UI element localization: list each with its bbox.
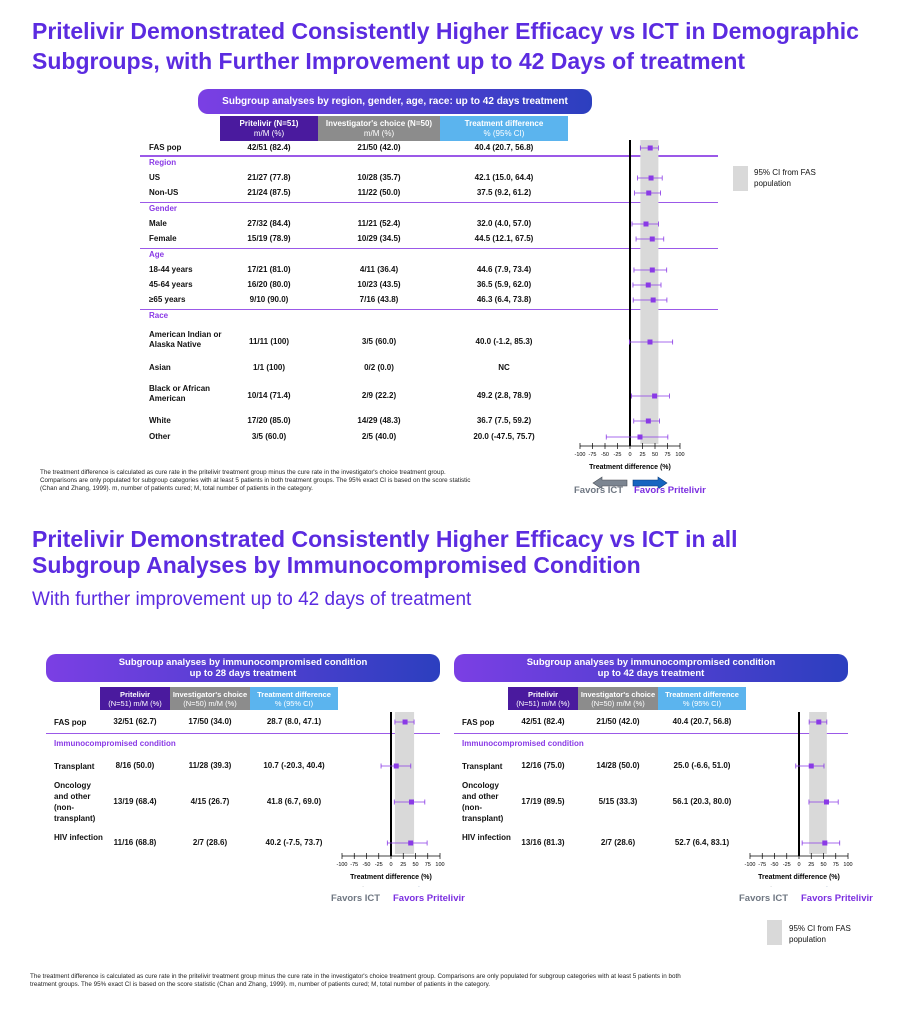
row-label: ≥65 years bbox=[149, 295, 186, 304]
cell-pritelivir: 13/19 (68.4) bbox=[113, 797, 157, 806]
section-label-gender: Gender bbox=[149, 204, 178, 213]
table-row bbox=[149, 363, 569, 373]
section2-title-line-1: Pritelivir Demonstrated Consistently Higher Efficacy vs ICT in all bbox=[32, 526, 738, 552]
cell-treatment-diff: 42.1 (15.0, 64.4) bbox=[474, 173, 534, 182]
point-estimate bbox=[646, 191, 651, 196]
cell-pritelivir: 27/32 (84.4) bbox=[247, 219, 291, 228]
cell-treatment-diff: 20.0 (-47.5, 75.7) bbox=[473, 432, 535, 441]
row-label: US bbox=[149, 173, 161, 182]
favors-ict-label: Favors ICT bbox=[331, 893, 381, 904]
header-pritelivir bbox=[508, 687, 578, 710]
point-estimate bbox=[824, 800, 829, 805]
cell-pritelivir: 1/1 (100) bbox=[252, 363, 286, 372]
section2-title-line-2: Subgroup Analyses by Immunocompromised Condition bbox=[32, 552, 641, 578]
cell-treatment-diff: 28.7 (8.0, 47.1) bbox=[266, 717, 322, 726]
row-label: Male bbox=[149, 219, 167, 228]
section-label-age: Age bbox=[149, 250, 165, 259]
x-tick-label: 0 bbox=[389, 862, 393, 868]
row-label: Female bbox=[149, 234, 177, 243]
row-label: American Indian or Alaska Native bbox=[149, 330, 222, 349]
cell-pritelivir: 15/19 (78.9) bbox=[247, 234, 291, 243]
x-tick-label: -50 bbox=[601, 452, 609, 458]
cell-investigator: 10/28 (35.7) bbox=[357, 173, 401, 182]
row-label: Transplant bbox=[462, 762, 503, 771]
table-row bbox=[149, 432, 569, 442]
table-row bbox=[462, 780, 752, 824]
row-label: FAS pop bbox=[149, 143, 182, 152]
cell-investigator: 11/28 (39.3) bbox=[188, 761, 232, 770]
row-label: Oncology and other (non-transplant) bbox=[462, 781, 504, 823]
row-label: 18-44 years bbox=[149, 265, 193, 274]
cell-pritelivir: 13/16 (81.3) bbox=[521, 838, 565, 847]
x-tick-label: 50 bbox=[412, 862, 419, 868]
table-row bbox=[149, 173, 569, 183]
row-label: Asian bbox=[149, 363, 171, 372]
cell-pritelivir: 16/20 (80.0) bbox=[247, 280, 291, 289]
x-axis-label: Treatment difference (%) bbox=[350, 874, 432, 881]
section2-title bbox=[32, 526, 872, 578]
point-estimate bbox=[809, 764, 814, 769]
cell-pritelivir: 42/51 (82.4) bbox=[247, 143, 291, 152]
header-treatment-diff-line2: % (95% CI) bbox=[483, 128, 525, 138]
subgroup-banner: Subgroup analyses by region, gender, age, race: up to 42 days treatment bbox=[198, 89, 592, 114]
x-tick-label: 75 bbox=[832, 862, 839, 868]
panel-right-banner-line1: Subgroup analyses by immunocompromised condition bbox=[526, 657, 776, 668]
cell-investigator: 14/28 (50.0) bbox=[596, 761, 640, 770]
cell-investigator: 2/7 (28.6) bbox=[600, 838, 636, 847]
table-row bbox=[149, 234, 569, 244]
header-treatment-diff bbox=[440, 116, 568, 141]
header-pritelivir-line1: Pritelivir bbox=[527, 689, 558, 699]
point-estimate bbox=[644, 222, 649, 227]
row-label: Non-US bbox=[149, 188, 179, 197]
header-investigator-line1: Investigator's choice bbox=[580, 689, 656, 699]
point-estimate bbox=[816, 720, 821, 725]
section2-subtitle: With further improvement up to 42 days of treatment bbox=[32, 589, 472, 610]
legend-label-1: 95% CI from FAS population bbox=[754, 168, 816, 188]
panel-left-banner bbox=[46, 654, 440, 682]
header-pritelivir-line2: (N=51) m/M (%) bbox=[516, 698, 570, 708]
title-line-1: Pritelivir Demonstrated Consistently Higher Efficacy vs ICT in Demographic bbox=[32, 18, 859, 44]
header-investigator bbox=[578, 687, 658, 710]
cell-pritelivir: 21/27 (77.8) bbox=[247, 173, 291, 182]
cell-treatment-diff: 56.1 (20.3, 80.0) bbox=[672, 797, 732, 806]
point-estimate bbox=[648, 340, 653, 345]
section-label-immunocompromised: Immunocompromised condition bbox=[462, 739, 584, 748]
cell-investigator: 3/5 (60.0) bbox=[361, 337, 397, 346]
point-estimate bbox=[409, 800, 414, 805]
title-line-2: Subgroups, with Further Improvement up to 42 Days of treatment bbox=[32, 48, 746, 74]
cell-investigator: 7/16 (43.8) bbox=[359, 295, 399, 304]
cell-investigator: 14/29 (48.3) bbox=[357, 416, 401, 425]
cell-investigator: 2/9 (22.2) bbox=[361, 391, 397, 400]
table-row bbox=[149, 219, 569, 229]
cell-investigator: 2/7 (28.6) bbox=[192, 838, 228, 847]
cell-pritelivir: 3/5 (60.0) bbox=[251, 432, 287, 441]
x-tick-label: 0 bbox=[797, 862, 801, 868]
favors-pritelivir-label-1: Favors Pritelivir bbox=[634, 485, 706, 496]
header-treatment-diff bbox=[658, 687, 746, 710]
cell-pritelivir: 42/51 (82.4) bbox=[521, 717, 565, 726]
x-tick-label: 0 bbox=[628, 452, 632, 458]
x-axis-label: Treatment difference (%) bbox=[589, 464, 671, 471]
x-tick-label: -25 bbox=[782, 862, 791, 868]
cell-treatment-diff: 25.0 (-6.6, 51.0) bbox=[673, 761, 731, 770]
header-investigator bbox=[318, 116, 440, 141]
cell-investigator: 4/11 (36.4) bbox=[359, 265, 399, 274]
table-row bbox=[149, 265, 569, 275]
header-pritelivir-line1: Pritelivir (N=51) bbox=[239, 118, 299, 128]
cell-investigator: 21/50 (42.0) bbox=[357, 143, 401, 152]
table-row bbox=[149, 330, 569, 354]
x-tick-label: 50 bbox=[820, 862, 827, 868]
x-tick-label: -100 bbox=[574, 452, 586, 458]
row-label: HIV infection bbox=[54, 833, 103, 842]
x-tick-label: 75 bbox=[424, 862, 431, 868]
panel-left-banner-line2: up to 28 days treatment bbox=[189, 668, 297, 679]
header-investigator-line2: (N=50) m/M (%) bbox=[591, 698, 645, 708]
cell-treatment-diff: 41.8 (6.7, 69.0) bbox=[266, 797, 322, 806]
table-row bbox=[462, 717, 752, 727]
footnote-2: The treatment difference is calculated as cure rate in the pritelivir treatment group minus the cure rate in the investigator's choice treatment group. Comparisons are only populated for subgroup categories with at least 5 patients in both treatment groups. The 95% exact CI is based on the score statistic (Chan and Zhang, 1999). m, number of patients cured; M, total number of patients in the category. bbox=[30, 973, 681, 988]
cell-treatment-diff: 37.5 (9.2, 61.2) bbox=[476, 188, 532, 197]
x-tick-label: 75 bbox=[664, 452, 671, 458]
x-tick-label: -75 bbox=[588, 452, 597, 458]
cell-treatment-diff: 49.2 (2.8, 78.9) bbox=[476, 391, 532, 400]
x-tick-label: 100 bbox=[843, 862, 853, 868]
header-treatment-diff-line2: % (95% CI) bbox=[682, 698, 722, 708]
favors-pritelivir-label: Favors Pritelivir bbox=[801, 893, 873, 904]
cell-investigator: 11/21 (52.4) bbox=[357, 219, 401, 228]
cell-treatment-diff: 10.7 (-20.3, 40.4) bbox=[263, 761, 325, 770]
point-estimate bbox=[638, 435, 643, 440]
page-title bbox=[32, 16, 872, 76]
cell-pritelivir: 11/11 (100) bbox=[248, 337, 290, 346]
point-estimate bbox=[403, 720, 408, 725]
table-row bbox=[54, 780, 344, 824]
cell-treatment-diff: 40.0 (-1.2, 85.3) bbox=[475, 337, 533, 346]
panel-right-banner-line2: up to 42 days treatment bbox=[597, 668, 705, 679]
x-tick-label: 25 bbox=[639, 452, 646, 458]
header-pritelivir bbox=[220, 116, 318, 141]
x-tick-label: -25 bbox=[613, 452, 622, 458]
header-treatment-diff bbox=[250, 687, 338, 710]
header-investigator-line1: Investigator's choice bbox=[172, 689, 248, 699]
x-tick-label: -50 bbox=[770, 862, 779, 868]
cell-pritelivir: 10/14 (71.4) bbox=[247, 391, 291, 400]
table-row bbox=[149, 143, 569, 153]
panel-left-banner-line1: Subgroup analyses by immunocompromised condition bbox=[118, 657, 368, 668]
header-investigator-line1: Investigator's choice (N=50) bbox=[325, 118, 433, 128]
cell-pritelivir: 9/10 (90.0) bbox=[249, 295, 289, 304]
cell-investigator: 10/23 (43.5) bbox=[357, 280, 401, 289]
cell-investigator: 0/2 (0.0) bbox=[364, 363, 394, 372]
favors-pritelivir-label: Favors Pritelivir bbox=[393, 893, 465, 904]
point-estimate bbox=[408, 841, 413, 846]
row-label: Oncology and other (non-transplant) bbox=[54, 781, 96, 823]
row-label: Black or African American bbox=[149, 384, 211, 403]
cell-treatment-diff: 40.2 (-7.5, 73.7) bbox=[265, 838, 323, 847]
row-label: Transplant bbox=[54, 762, 95, 771]
point-estimate bbox=[652, 394, 657, 399]
x-axis-label: Treatment difference (%) bbox=[758, 874, 840, 881]
x-tick-label: -75 bbox=[758, 862, 767, 868]
x-tick-label: 100 bbox=[675, 452, 685, 458]
row-label: FAS pop bbox=[462, 718, 495, 727]
cell-treatment-diff: 40.4 (20.7, 56.8) bbox=[474, 143, 534, 152]
cell-pritelivir: 17/20 (85.0) bbox=[247, 416, 291, 425]
table-row bbox=[149, 384, 569, 408]
row-label: FAS pop bbox=[54, 718, 87, 727]
legend-swatch-1 bbox=[733, 166, 748, 191]
cell-treatment-diff: NC bbox=[498, 363, 510, 372]
footnote-1: The treatment difference is calculated as cure rate in the pritelivir treatment group minus the cure rate in the investigator's choice treatment group. Comparisons are only populated for subgroup categories with at least 5 patients in both treatment groups. The 95% exact CI is based on the score statistic (Chan and Zhang, 1999). m, number of patients cured; M, total number of patients in the category. bbox=[40, 469, 471, 492]
table-row bbox=[149, 416, 569, 426]
cell-treatment-diff: 44.5 (12.1, 67.5) bbox=[474, 234, 534, 243]
point-estimate bbox=[394, 764, 399, 769]
point-estimate bbox=[822, 841, 827, 846]
header-investigator bbox=[170, 687, 250, 710]
x-tick-label: 25 bbox=[400, 862, 407, 868]
table-row bbox=[149, 295, 569, 305]
header-treatment-diff-line1: Treatment difference bbox=[665, 689, 739, 699]
point-estimate bbox=[648, 146, 653, 151]
cell-treatment-diff: 46.3 (6.4, 73.8) bbox=[476, 295, 532, 304]
reference-band bbox=[809, 712, 827, 854]
cell-investigator: 4/15 (26.7) bbox=[190, 797, 230, 806]
forest-plot-1 bbox=[570, 140, 710, 488]
cell-pritelivir: 8/16 (50.0) bbox=[115, 761, 155, 770]
x-tick-label: 50 bbox=[651, 452, 659, 458]
row-label: White bbox=[149, 416, 171, 425]
cell-investigator: 17/50 (34.0) bbox=[188, 717, 232, 726]
table-row bbox=[54, 832, 344, 854]
cell-pritelivir: 11/16 (68.8) bbox=[113, 838, 157, 847]
cell-treatment-diff: 36.5 (5.9, 62.0) bbox=[476, 280, 532, 289]
cell-pritelivir: 21/24 (87.5) bbox=[247, 188, 291, 197]
point-estimate bbox=[650, 237, 655, 242]
x-tick-label: -50 bbox=[362, 862, 371, 868]
point-estimate bbox=[651, 298, 656, 303]
cell-treatment-diff: 44.6 (7.9, 73.4) bbox=[476, 265, 532, 274]
x-tick-label: 25 bbox=[808, 862, 815, 868]
row-label: 45-64 years bbox=[149, 280, 193, 289]
point-estimate bbox=[646, 283, 651, 288]
point-estimate bbox=[649, 176, 654, 181]
forest-plot-panel_left bbox=[334, 712, 454, 887]
point-estimate bbox=[646, 419, 651, 424]
table-row bbox=[149, 188, 569, 198]
cell-treatment-diff: 52.7 (6.4, 83.1) bbox=[674, 838, 730, 847]
header-treatment-diff-line1: Treatment difference bbox=[464, 118, 544, 128]
header-treatment-diff-line1: Treatment difference bbox=[257, 689, 331, 699]
cell-investigator: 21/50 (42.0) bbox=[596, 717, 640, 726]
header-pritelivir bbox=[100, 687, 170, 710]
section-label-region: Region bbox=[149, 158, 177, 167]
header-investigator-line2: m/M (%) bbox=[363, 128, 395, 138]
table-row bbox=[462, 761, 752, 771]
table-row bbox=[462, 832, 752, 854]
row-label: HIV infection bbox=[462, 833, 511, 842]
table-row bbox=[149, 280, 569, 290]
table-row bbox=[54, 717, 344, 727]
cell-pritelivir: 17/21 (81.0) bbox=[247, 265, 291, 274]
reference-band bbox=[395, 712, 414, 854]
cell-treatment-diff: 32.0 (4.0, 57.0) bbox=[476, 219, 532, 228]
legend-swatch-2 bbox=[767, 920, 782, 945]
favors-ict-label-1: Favors ICT bbox=[574, 485, 624, 496]
x-tick-label: 100 bbox=[435, 862, 445, 868]
cell-pritelivir: 32/51 (62.7) bbox=[113, 717, 157, 726]
header-pritelivir-line1: Pritelivir bbox=[119, 689, 150, 699]
cell-treatment-diff: 36.7 (7.5, 59.2) bbox=[476, 416, 532, 425]
cell-pritelivir: 17/19 (89.5) bbox=[521, 797, 565, 806]
cell-investigator: 11/22 (50.0) bbox=[357, 188, 401, 197]
cell-investigator: 5/15 (33.3) bbox=[598, 797, 638, 806]
cell-investigator: 2/5 (40.0) bbox=[361, 432, 397, 441]
header-pritelivir-line2: m/M (%) bbox=[253, 128, 285, 138]
header-investigator-line2: (N=50) m/M (%) bbox=[183, 698, 237, 708]
section-label-race: Race bbox=[149, 311, 169, 320]
panel-right-banner bbox=[454, 654, 848, 682]
point-estimate bbox=[650, 268, 655, 273]
header-pritelivir-line2: (N=51) m/M (%) bbox=[108, 698, 162, 708]
cell-treatment-diff: 40.4 (20.7, 56.8) bbox=[672, 717, 732, 726]
x-tick-label: -25 bbox=[374, 862, 383, 868]
header-treatment-diff-line2: % (95% CI) bbox=[274, 698, 314, 708]
section-label-immunocompromised: Immunocompromised condition bbox=[54, 739, 176, 748]
forest-plot-panel_right bbox=[742, 712, 862, 887]
x-tick-label: -75 bbox=[350, 862, 359, 868]
row-label: Other bbox=[149, 432, 171, 441]
cell-investigator: 10/29 (34.5) bbox=[357, 234, 401, 243]
x-tick-label: -100 bbox=[336, 862, 348, 868]
table-row bbox=[54, 761, 344, 771]
favors-ict-label: Favors ICT bbox=[739, 893, 789, 904]
cell-pritelivir: 12/16 (75.0) bbox=[521, 761, 565, 770]
legend-label-2: 95% CI from FAS population bbox=[789, 924, 851, 944]
x-tick-label: -100 bbox=[744, 862, 756, 868]
